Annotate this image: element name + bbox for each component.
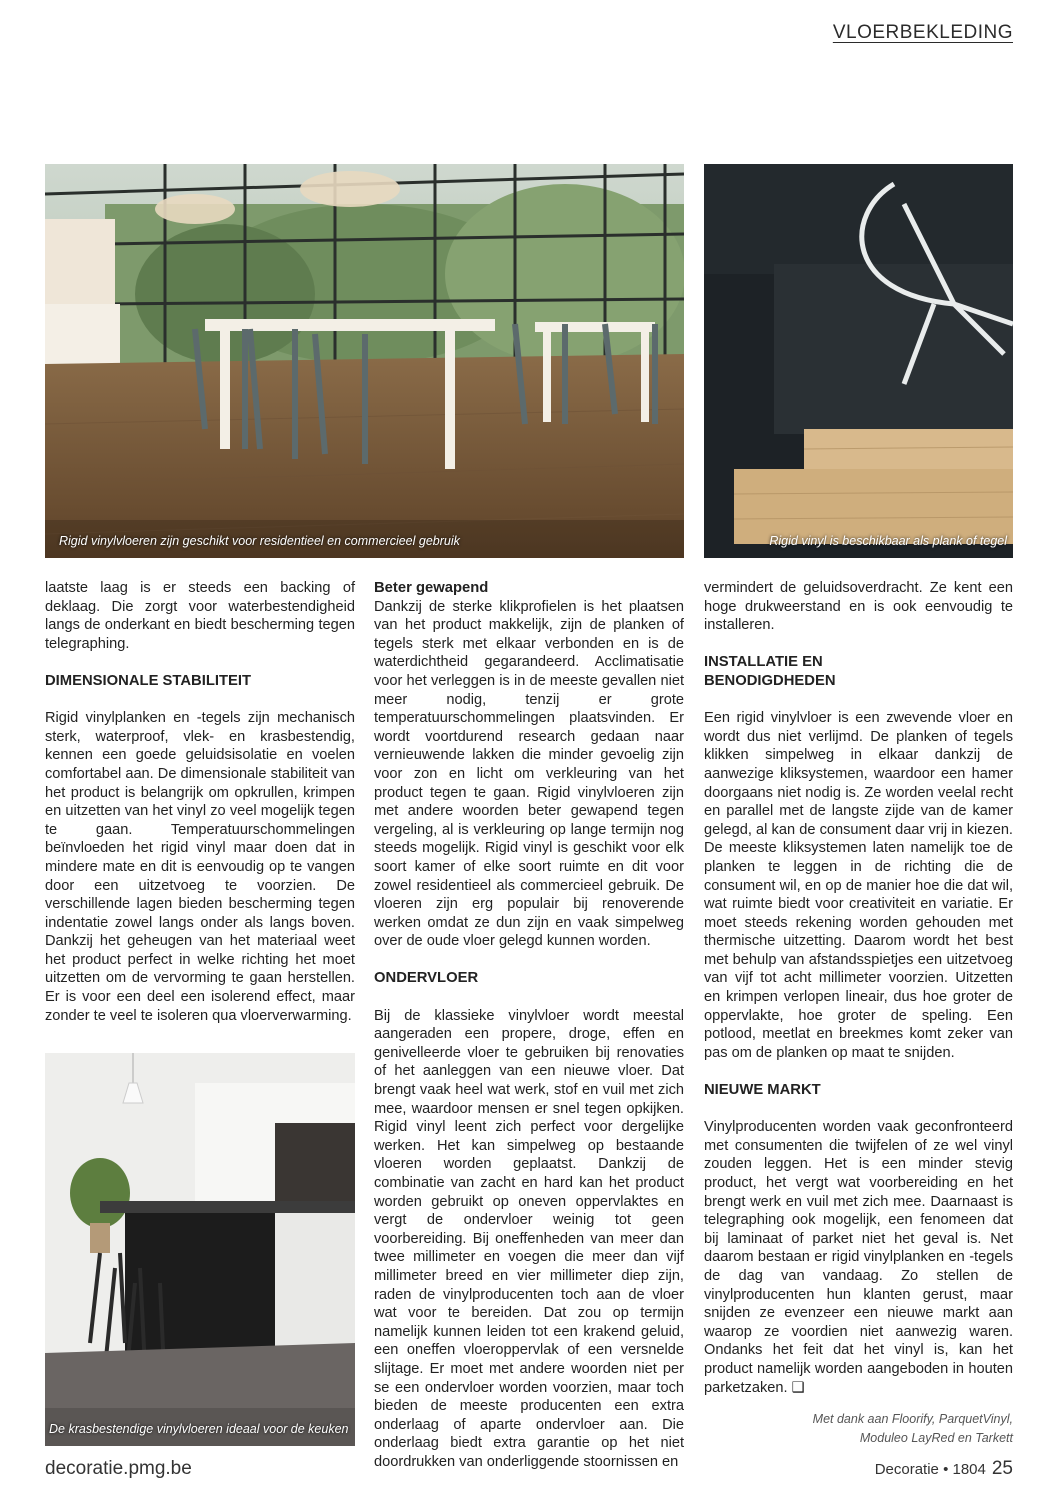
- column-3: [704, 579, 1013, 1397]
- credits: [693, 1410, 1013, 1448]
- col3-paragraph-2: Een rigid vinylvloer is een zwevende vloer en wordt dus niet verlijmd. De planken of tegels klikken simpelweg in elkaar dankzij de aanwezige kliksystemen, waardoor een hamer doorgaans niet nodig is. Ze worden veelal recht en parallel met de langste zijde van de kamer gelegd, al kan de consument daar vrij in kiezen. De meeste kliksystemen laten namelijk toe de planken te leggen in de richting die de consument wil, en op de manier hoe die dat wil, wat ruimte biedt voor creativiteit en variatie. Er moet steeds rekening worden gehouden met thermische uitzetting. Daarom wordt het best met behulp van afstandsspietjes een uitzetvoeg van vijf tot acht millimeter voorzien. Uitzetten en krimpen verlopen lineair, dus hoe groter de oppervlakte, hoe groter de speling. Een potlood, meetlat en breekmes komt zeker van pas om de planken op maat te snijden.: [704, 710, 1013, 1061]
- col1-paragraph-1: laatste laag is er steeds een backing of deklaag. Die zorgt voor waterbestendigheid langs de onderkant en biedt bescherming tegen telegraphing.: [45, 580, 355, 652]
- col3-heading-installatie-line1: INSTALLATIE EN: [704, 654, 823, 671]
- footer-page-number: 25: [991, 1458, 1013, 1479]
- section-tag: VLOERBEKLEDING: [832, 22, 1013, 43]
- col2-paragraph-1: Dankzij de sterke klikprofielen is het plaatsen van het product makkelijk, zijn de planken of tegels sterk met elkaar verbonden en is de waterdichtheid gegarandeerd. Acclimatisatie voor het verleggen is in de meeste gevallen niet meer nodig, tenzij er grote temperatuurschommelingen plaatsvinden. Er wordt voortdurend research gedaan naar vernieuwende lakken die minder gevoelig zijn voor zon en licht om verkleuring van het product tegen te gaan. Rigid vinylvloeren zijn met andere woorden beter gewapend tegen vergeling, al is verkleuring op lange termijn nog steeds mogelijk. Rigid vinyl is geschikt voor elk soort kamer of elke soort ruimte en dit voor zowel residentieel als commercieel gebruik. De vloeren zijn erg populair bij renoverende werken omdat ze dun zijn en vaak simpelweg over de oude vloer gelegd kunnen worden.: [374, 598, 684, 950]
- footer-page-info: [875, 1458, 1013, 1480]
- conservatory-illustration: [45, 164, 684, 558]
- column-2: [374, 579, 684, 1472]
- col3-paragraph-1: vermindert de geluidsoverdracht. Ze kent een hoge drukweerstand en is ook eenvoudig te installeren.: [704, 580, 1013, 634]
- samples-photo: [704, 164, 1013, 558]
- col2-heading-ondervloer: ONDERVLOER: [374, 970, 479, 987]
- col1-heading-stability: DIMENSIONALE STABILITEIT: [45, 672, 252, 689]
- samples-caption: Rigid vinyl is beschikbaar als plank of tegel: [769, 534, 1007, 548]
- col2-heading-beter-gewapend: Beter gewapend: [374, 580, 489, 596]
- col3-heading-installatie: [704, 653, 1013, 690]
- kitchen-photo: [45, 1053, 355, 1446]
- footer-magazine: Decoratie • 1804: [874, 1461, 986, 1478]
- col2-paragraph-2: Bij de klassieke vinylvloer wordt meestal aangeraden een propere, droge, effen en genivelleerde vloer te gebruiken bij renovaties of het aanleggen van een nieuwe vloer. Dat brengt vaak heel wat werk, stof en vuil met zich mee, waardoor mensen er snel tegen opkijken. Rigid vinyl leent zich perfect voor dergelijke werken. Het kan simpelweg op bestaande vloeren worden geplaatst. Dankzij de combinatie van zacht en hard kan het product worden gebruikt op oneven oppervlaktes en vergt de ondervloer weinig tot geen voorbereiding. Bij oneffenheden van meer dan twee millimeter en voegen die meer dan vijf millimeter breed en vier millimeter diep zijn, raden de vinylproducenten toch aan de vloer wat voor te bereiden. Dat zou op termijn namelijk kunnen leiden tot een krakend geluid, een oneffen vloeroppervlak of een versnelde slijtage. Er moet met andere woorden niet per se een ondervloer worden voorzien, maar toch bieden de meeste producenten een extra onderlaag of aparte ondervloer aan. Die onderlaag biedt extra garantie op het niet doordrukken van onderliggende stoornissen en: [374, 1007, 684, 1470]
- col3-paragraph-3: Vinylproducenten worden vaak geconfronteerd met consumenten die twijfelen of ze wel vinyl zouden leggen. Het is een minder stevig product, het vergt wat voorbereiding en het brengt werk en vuil met zich mee. Daarnaast is telegraphing ook mogelijk, een fenomeen dat bij laminaat of parket niet het geval is. Net daarom bestaan er rigid vinylplanken en -tegels de dag van vandaag. Zo stellen de vinylproducenten hun klanten gerust, maar snijden ze evenzeer een nieuwe markt aan waarop ze voordien niet aanwezig waren. Ondanks het feit dat het vinyl is, kan het product namelijk worden aangeboden in houten parketzaken. ❑: [704, 1119, 1013, 1396]
- conservatory-caption: Rigid vinylvloeren zijn geschikt voor residentieel en commercieel gebruik: [59, 534, 460, 548]
- credits-line-2: Moduleo LayRed en Tarkett: [859, 1431, 1013, 1445]
- col3-heading-nieuwe-markt: NIEUWE MARKT: [704, 1082, 821, 1099]
- kitchen-caption: De krasbestendige vinylvloeren ideaal voor de keuken: [49, 1422, 349, 1436]
- credits-line-1: Met dank aan Floorify, ParquetVinyl,: [812, 1412, 1013, 1426]
- col1-paragraph-2: Rigid vinylplanken en -tegels zijn mechanisch sterk, waterproof, vlek- en krasbestendig, kennen een goede geluidsisolatie en voelen comfortabel aan. De dimensionale stabiliteit van het product is belangrijk om opkrullen, krimpen en uitzetten van het vinyl zo veel mogelijk tegen te gaan. Temperatuurschommelingen beïnvloeden het rigid vinyl maar doen dat in mindere mate en dit is eenvoudig op te vangen door een uitzetvoeg te voorzien. De verschillende lagen bieden bescherming tegen indentatie zowel langs onder als langs boven. Dankzij het geheugen van het materiaal weet het product perfect in welke richting het moet uitzetten om de vervorming te gaan herstellen. Er is voor een deel een isolerend effect, maar zonder te veel te isoleren qua vloerverwarming.: [45, 710, 355, 1024]
- conservatory-photo: [45, 164, 684, 558]
- kitchen-illustration: [45, 1053, 355, 1446]
- footer-website[interactable]: decoratie.pmg.be: [45, 1458, 192, 1479]
- samples-illustration: [704, 164, 1013, 558]
- column-1: [45, 579, 355, 1025]
- col3-heading-installatie-line2: BENODIGDHEDEN: [704, 672, 836, 689]
